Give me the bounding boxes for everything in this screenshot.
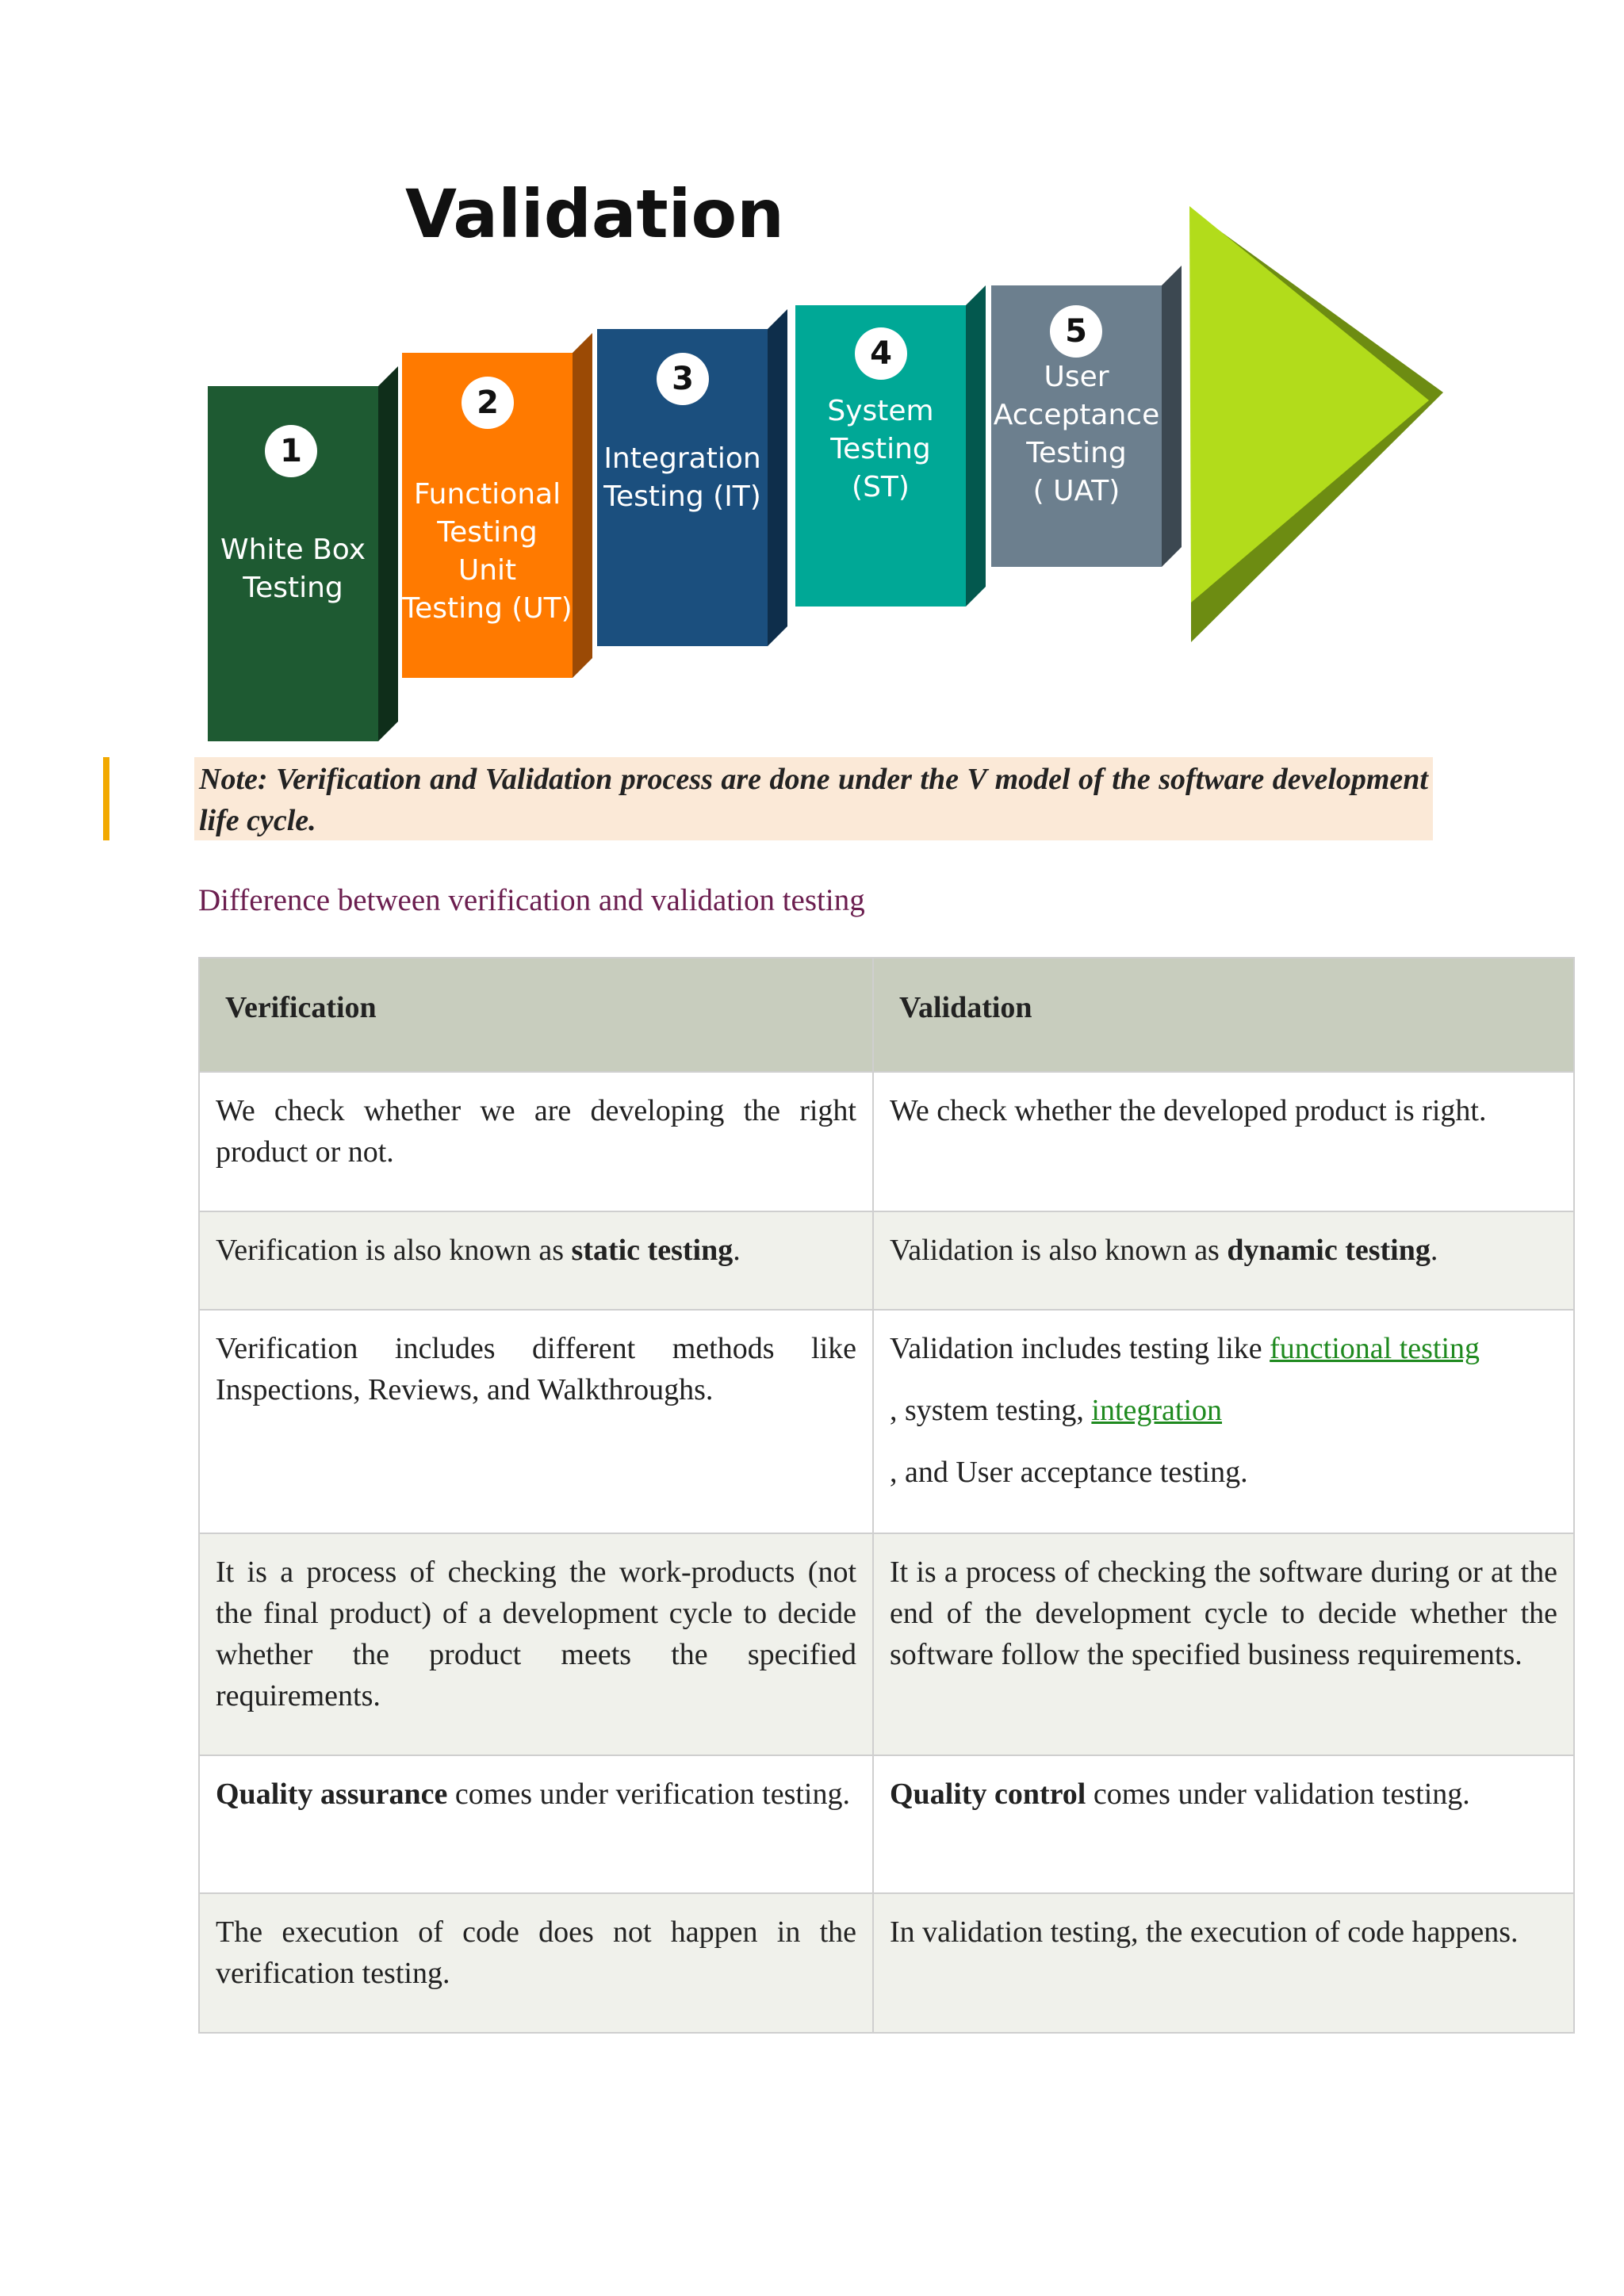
bold-term: dynamic testing — [1227, 1234, 1431, 1267]
header-verification: Verification — [199, 958, 873, 1072]
text-run: . — [1430, 1234, 1438, 1267]
step-5-label: User Acceptance Testing ( UAT) — [993, 361, 1160, 507]
diagram-title: Validation — [405, 175, 784, 253]
step-4-side — [966, 285, 986, 607]
step-5-number: 5 — [1050, 305, 1102, 358]
table-row — [199, 1533, 1574, 1755]
step-1-side — [378, 366, 398, 741]
cell-verification: The execution of code does not happen in the verification testing. — [199, 1893, 873, 2033]
cell-line — [890, 1328, 1557, 1369]
bold-term: Quality assurance — [216, 1777, 448, 1811]
functional-testing-link[interactable]: functional testing — [1270, 1332, 1480, 1365]
cell-validation — [873, 1310, 1574, 1533]
text-run: Validation is also known as — [890, 1234, 1228, 1267]
step-3-number: 3 — [657, 353, 709, 405]
header-validation: Validation — [873, 958, 1574, 1072]
text-run: Verification is also known as — [216, 1234, 572, 1267]
section-heading: Difference between verification and validation testing — [198, 883, 865, 917]
bold-term: static testing — [571, 1234, 733, 1267]
cell-validation: We check whether the developed product is right. — [873, 1072, 1574, 1211]
text-run: comes under verification testing. — [447, 1777, 850, 1811]
table-row — [199, 1310, 1574, 1533]
cell-verification: It is a process of checking the work-products (not the final product) of a development cycle to decide whether the product meets the specified requirements. — [199, 1533, 873, 1755]
text-run: . — [733, 1234, 741, 1267]
cell-verification: Verification includes different methods like Inspections, Reviews, and Walkthroughs. — [199, 1310, 873, 1533]
cell-validation: In validation testing, the execution of code happens. — [873, 1893, 1574, 2033]
arrow-head — [1189, 206, 1429, 603]
integration-link[interactable]: integration — [1091, 1394, 1223, 1427]
bold-term: Quality control — [890, 1777, 1086, 1811]
cell-verification: We check whether we are developing the right product or not. — [199, 1072, 873, 1211]
cell-line — [890, 1390, 1557, 1431]
step-2-label: Functional Testing Unit Testing (UT) — [402, 478, 573, 625]
step-2-side — [573, 333, 592, 678]
cell-verification — [199, 1755, 873, 1893]
step-2-number: 2 — [462, 377, 514, 429]
validation-diagram — [190, 159, 1459, 745]
text-run: comes under validation testing. — [1086, 1777, 1470, 1811]
table-row — [199, 1072, 1574, 1211]
cell-validation: It is a process of checking the software during or at the end of the development cycle to decide whether the software follow the specified business requirements. — [873, 1533, 1574, 1755]
cell-validation — [873, 1755, 1574, 1893]
step-3-label: Integration Testing (IT) — [603, 442, 761, 513]
step-4-number: 4 — [855, 327, 907, 380]
cell-line: , and User acceptance testing. — [890, 1456, 1248, 1489]
table-header-row — [199, 958, 1574, 1072]
step-1-number: 1 — [265, 425, 317, 477]
note-accent-bar — [103, 757, 109, 840]
table-row — [199, 1755, 1574, 1893]
text-run: , system testing, — [890, 1394, 1092, 1427]
text-run: Validation includes testing like — [890, 1332, 1270, 1365]
step-1-label: White Box Testing — [220, 534, 366, 604]
step-4-label: System Testing (ST) — [827, 395, 934, 503]
step-3-side — [768, 309, 787, 646]
table-row — [199, 1893, 1574, 2033]
cell-validation — [873, 1211, 1574, 1310]
cell-verification — [199, 1211, 873, 1310]
note-box: Note: Verification and Validation process are done under the V model of the software development life cycle. — [194, 757, 1433, 840]
comparison-table — [198, 957, 1575, 2034]
table-row — [199, 1211, 1574, 1310]
